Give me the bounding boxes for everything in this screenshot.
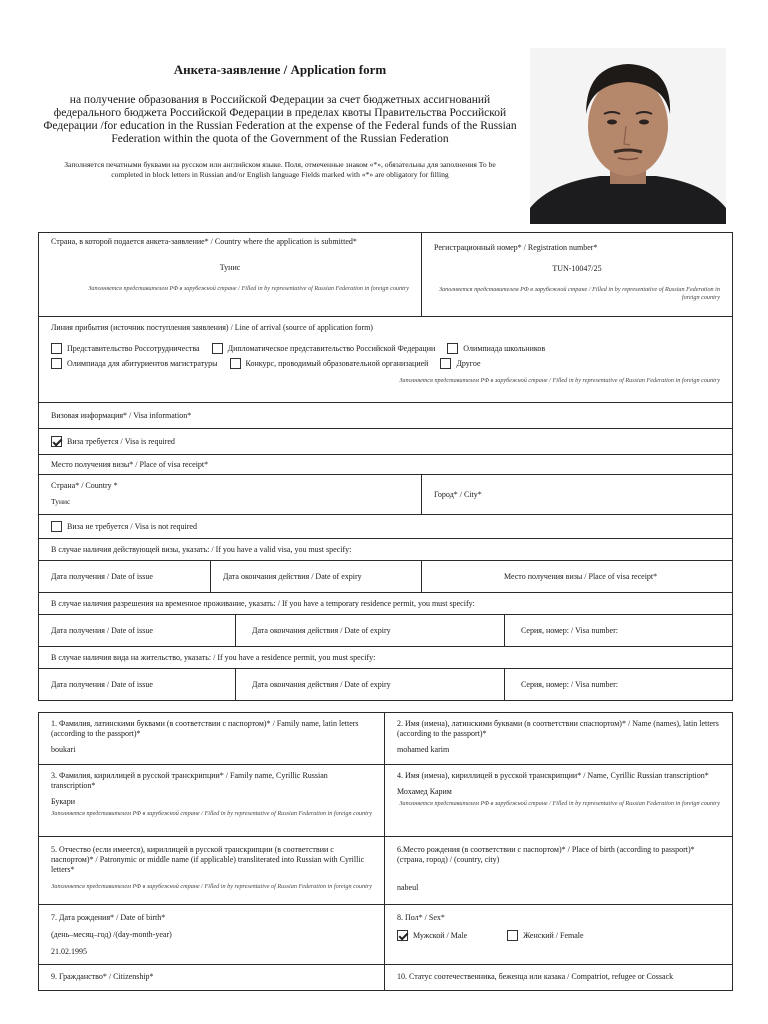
visa-required-row[interactable] [39,429,733,455]
form-header [40,62,520,179]
personal-info-table [38,712,733,991]
registration-number-value: TUN-10047/25 [552,264,602,273]
arrival-line-cell [39,317,733,403]
visa-country-cell[interactable] [39,475,422,515]
arrival-option-contest[interactable] [230,358,429,369]
visa-city-label: Город* / City* [434,489,482,499]
arrival-option-rossotrudnichestvo[interactable] [51,343,200,354]
field-label: Дата окончания действия / Date of expiry [223,571,362,581]
official-note: Заполняется представителем РФ в зарубежной стране / Filled in by representative of Russian Federation in foreign country [51,810,372,817]
form-instructions: Заполняется печатными буквами на русском или английском языке. Поля, отмеченные знаком «*», обязательны для заполнения To be completed in block letters in Russian and/or English language Fields marked with «*» are obligatory for filling [64,160,496,179]
option-label: Дипломатическое представительство Российской Федерации [227,343,436,353]
sex-female-option[interactable] [507,930,583,941]
visa-required-checkbox[interactable] [51,436,62,447]
temp-date-expiry-cell[interactable] [236,615,505,647]
female-checkbox[interactable] [507,930,518,941]
name-cyrillic-label: 4. Имя (имена), кириллицей в русской транскрипции* / Name, Cyrillic Russian transcription* [397,771,709,780]
sex-cell [385,905,733,965]
visa-date-expiry-cell[interactable] [211,561,422,593]
official-note: Заполняется представителем РФ в зарубежной стране / Filled in by representative of Russian Federation in foreign country [51,883,372,890]
arrival-option-school-olympiad[interactable] [447,343,545,354]
compatriot-status-cell[interactable] [385,965,733,991]
birthdate-cell[interactable] [39,905,385,965]
option-label: Представительство Россотрудничества [67,343,200,353]
field-label: Дата окончания действия / Date of expiry [252,679,391,689]
portrait-image [530,48,726,224]
family-name-latin-label: 1. Фамилия, латинскими буквами (в соответствии с паспортом)* / Family name, latin letters (according to the passport)* [51,719,359,738]
official-note: Заполняется представителем РФ в зарубежной стране / Filled in by representative of Russian Federation in foreign country [399,800,720,807]
visa-not-required-label: Виза не требуется / Visa is not required [67,521,197,531]
temp-date-issue-cell[interactable] [39,615,236,647]
visa-place-receipt-cell[interactable] [422,561,733,593]
visa-place-label: Место получения визы* / Place of visa receipt* [39,455,733,475]
birthplace-value: nabeul [397,883,419,892]
option-label: Олимпиада школьников [463,343,546,353]
birthdate-label: 7. Дата рождения* / Date of birth* [51,913,166,922]
family-name-cyrillic-label: 3. Фамилия, кириллицей в русской транскрипции* / Family name, Cyrillic Russian transcription* [51,771,328,790]
temp-number-cell[interactable] [505,615,733,647]
registration-number-label: Регистрационный номер* / Registration number* [434,243,598,252]
option-label: Конкурс, проводимый образовательной организацией [245,358,429,368]
residence-date-expiry-cell[interactable] [236,669,505,701]
visa-not-required-row[interactable] [39,515,733,539]
visa-country-value: Тунис [51,497,71,506]
sex-label: 8. Пол* / Sex* [397,913,445,922]
form-title: Анкета-заявление / Application form [173,62,387,77]
option-label: Женский / Female [523,930,584,940]
country-submitted-cell[interactable] [39,233,422,317]
birthplace-cell[interactable] [385,837,733,905]
form-subtitle: на получение образования в Российской Федерации за счет бюджетных ассигнований федерального бюджета Российской Федерации в пределах квоты Правительства Российской Федерации /for education in the Russian Federation at the expense of the Federal funds of the Russian Federation within the quota of the Government of the Russian Federation [43,94,517,145]
patronymic-label: 5. Отчество (если имеется), кириллицей в русской транскрипции (в соответствии с паспортом)* / Patronymic or middle name (if applicable) transliterated into Russian with Cyrillic letters* [51,845,365,874]
residence-date-issue-cell[interactable] [39,669,236,701]
official-note: Заполняется представителем РФ в зарубежной стране / Filled in by representative of Russian Federation in foreign country [438,286,720,301]
field-label: Дата получения / Date of issue [51,679,153,689]
official-note: Заполняется представителем РФ в зарубежной стране / Filled in by representative of Russian Federation in foreign country [88,285,409,292]
arrival-option-diplomatic[interactable] [212,343,436,354]
family-name-cyrillic-value: Букари [51,797,75,806]
option-label: Олимпиада для абитуриентов магистратуры [67,358,218,368]
visa-required-label: Виза требуется / Visa is required [67,436,175,446]
option-label: Другое [456,358,481,368]
birthdate-value: 21.02.1995 [51,947,87,956]
checkbox[interactable] [51,343,62,354]
field-label: Дата получения / Date of issue [51,571,153,581]
arrival-option-other[interactable] [440,358,480,369]
field-label: Серия, номер: / Visa number: [521,679,618,689]
birthplace-label: 6.Место рождения (в соответствии с паспортом)* / Place of birth (according to passport)* (страна, город) / (country, city) [397,845,695,864]
citizenship-cell[interactable] [39,965,385,991]
field-label: Дата получения / Date of issue [51,625,153,635]
family-name-cyrillic-cell[interactable] [39,765,385,837]
field-label: Серия, номер: / Visa number: [521,625,618,635]
checkbox[interactable] [230,358,241,369]
temp-residence-label: В случае наличия разрешения на временное проживание, указать: / If you have a temporary residence permit, you must specify: [39,593,733,615]
checkbox[interactable] [440,358,451,369]
checkbox[interactable] [212,343,223,354]
arrival-option-master-olympiad[interactable] [51,358,218,369]
name-latin-cell[interactable] [385,713,733,765]
checkbox[interactable] [447,343,458,354]
applicant-photo [530,48,726,224]
birthdate-format: (день–месяц–год) /(day-month-year) [51,930,172,939]
country-submitted-label: Страна, в которой подается анкета-заявление* / Country where the application is submitted* [51,237,357,246]
field-label: Дата окончания действия / Date of expiry [252,625,391,635]
official-note: Заполняется представителем РФ в зарубежной стране / Filled in by representative of Russian Federation in foreign country [399,377,720,384]
name-latin-value: mohamed karim [397,745,450,754]
visa-city-cell[interactable] [422,475,733,515]
name-latin-label: 2. Имя (имена), латинскими буквами (в соответствии спаспортом)* / Name (names), latin letters (according to the passport)* [397,719,719,738]
registration-number-cell[interactable] [422,233,733,317]
sex-male-option[interactable] [397,930,467,941]
compatriot-status-label: 10. Статус соотечественника, беженца или казака / Compatriot, refugee or Cossack [397,972,674,981]
family-name-latin-value: boukari [51,745,76,754]
visa-date-issue-cell[interactable] [39,561,211,593]
valid-visa-label: В случае наличия действующей визы, указать: / If you have a valid visa, you must specify: [39,539,733,561]
citizenship-label: 9. Гражданство* / Citizenship* [51,972,154,981]
checkbox[interactable] [51,358,62,369]
visa-section-table [38,232,733,701]
family-name-latin-cell[interactable] [39,713,385,765]
patronymic-cell[interactable] [39,837,385,905]
option-label: Мужской / Male [413,930,468,940]
name-cyrillic-value: Мохамед Карим [397,787,452,796]
country-submitted-value: Тунис [219,263,241,272]
name-cyrillic-cell[interactable] [385,765,733,837]
field-label: Место получения визы / Place of visa receipt* [504,571,658,581]
visa-country-label: Страна* / Country * [51,481,118,490]
residence-permit-label: В случае наличия вида на жительство, указать: / If you have a residence permit, you must specify: [39,647,733,669]
male-checkbox[interactable] [397,930,408,941]
visa-not-required-checkbox[interactable] [51,521,62,532]
arrival-line-label: Линия прибытия (источник поступления заявления) / Line of arrival (source of application form) [51,323,373,332]
residence-number-cell[interactable] [505,669,733,701]
visa-info-label: Визовая информация* / Visa information* [39,403,733,429]
